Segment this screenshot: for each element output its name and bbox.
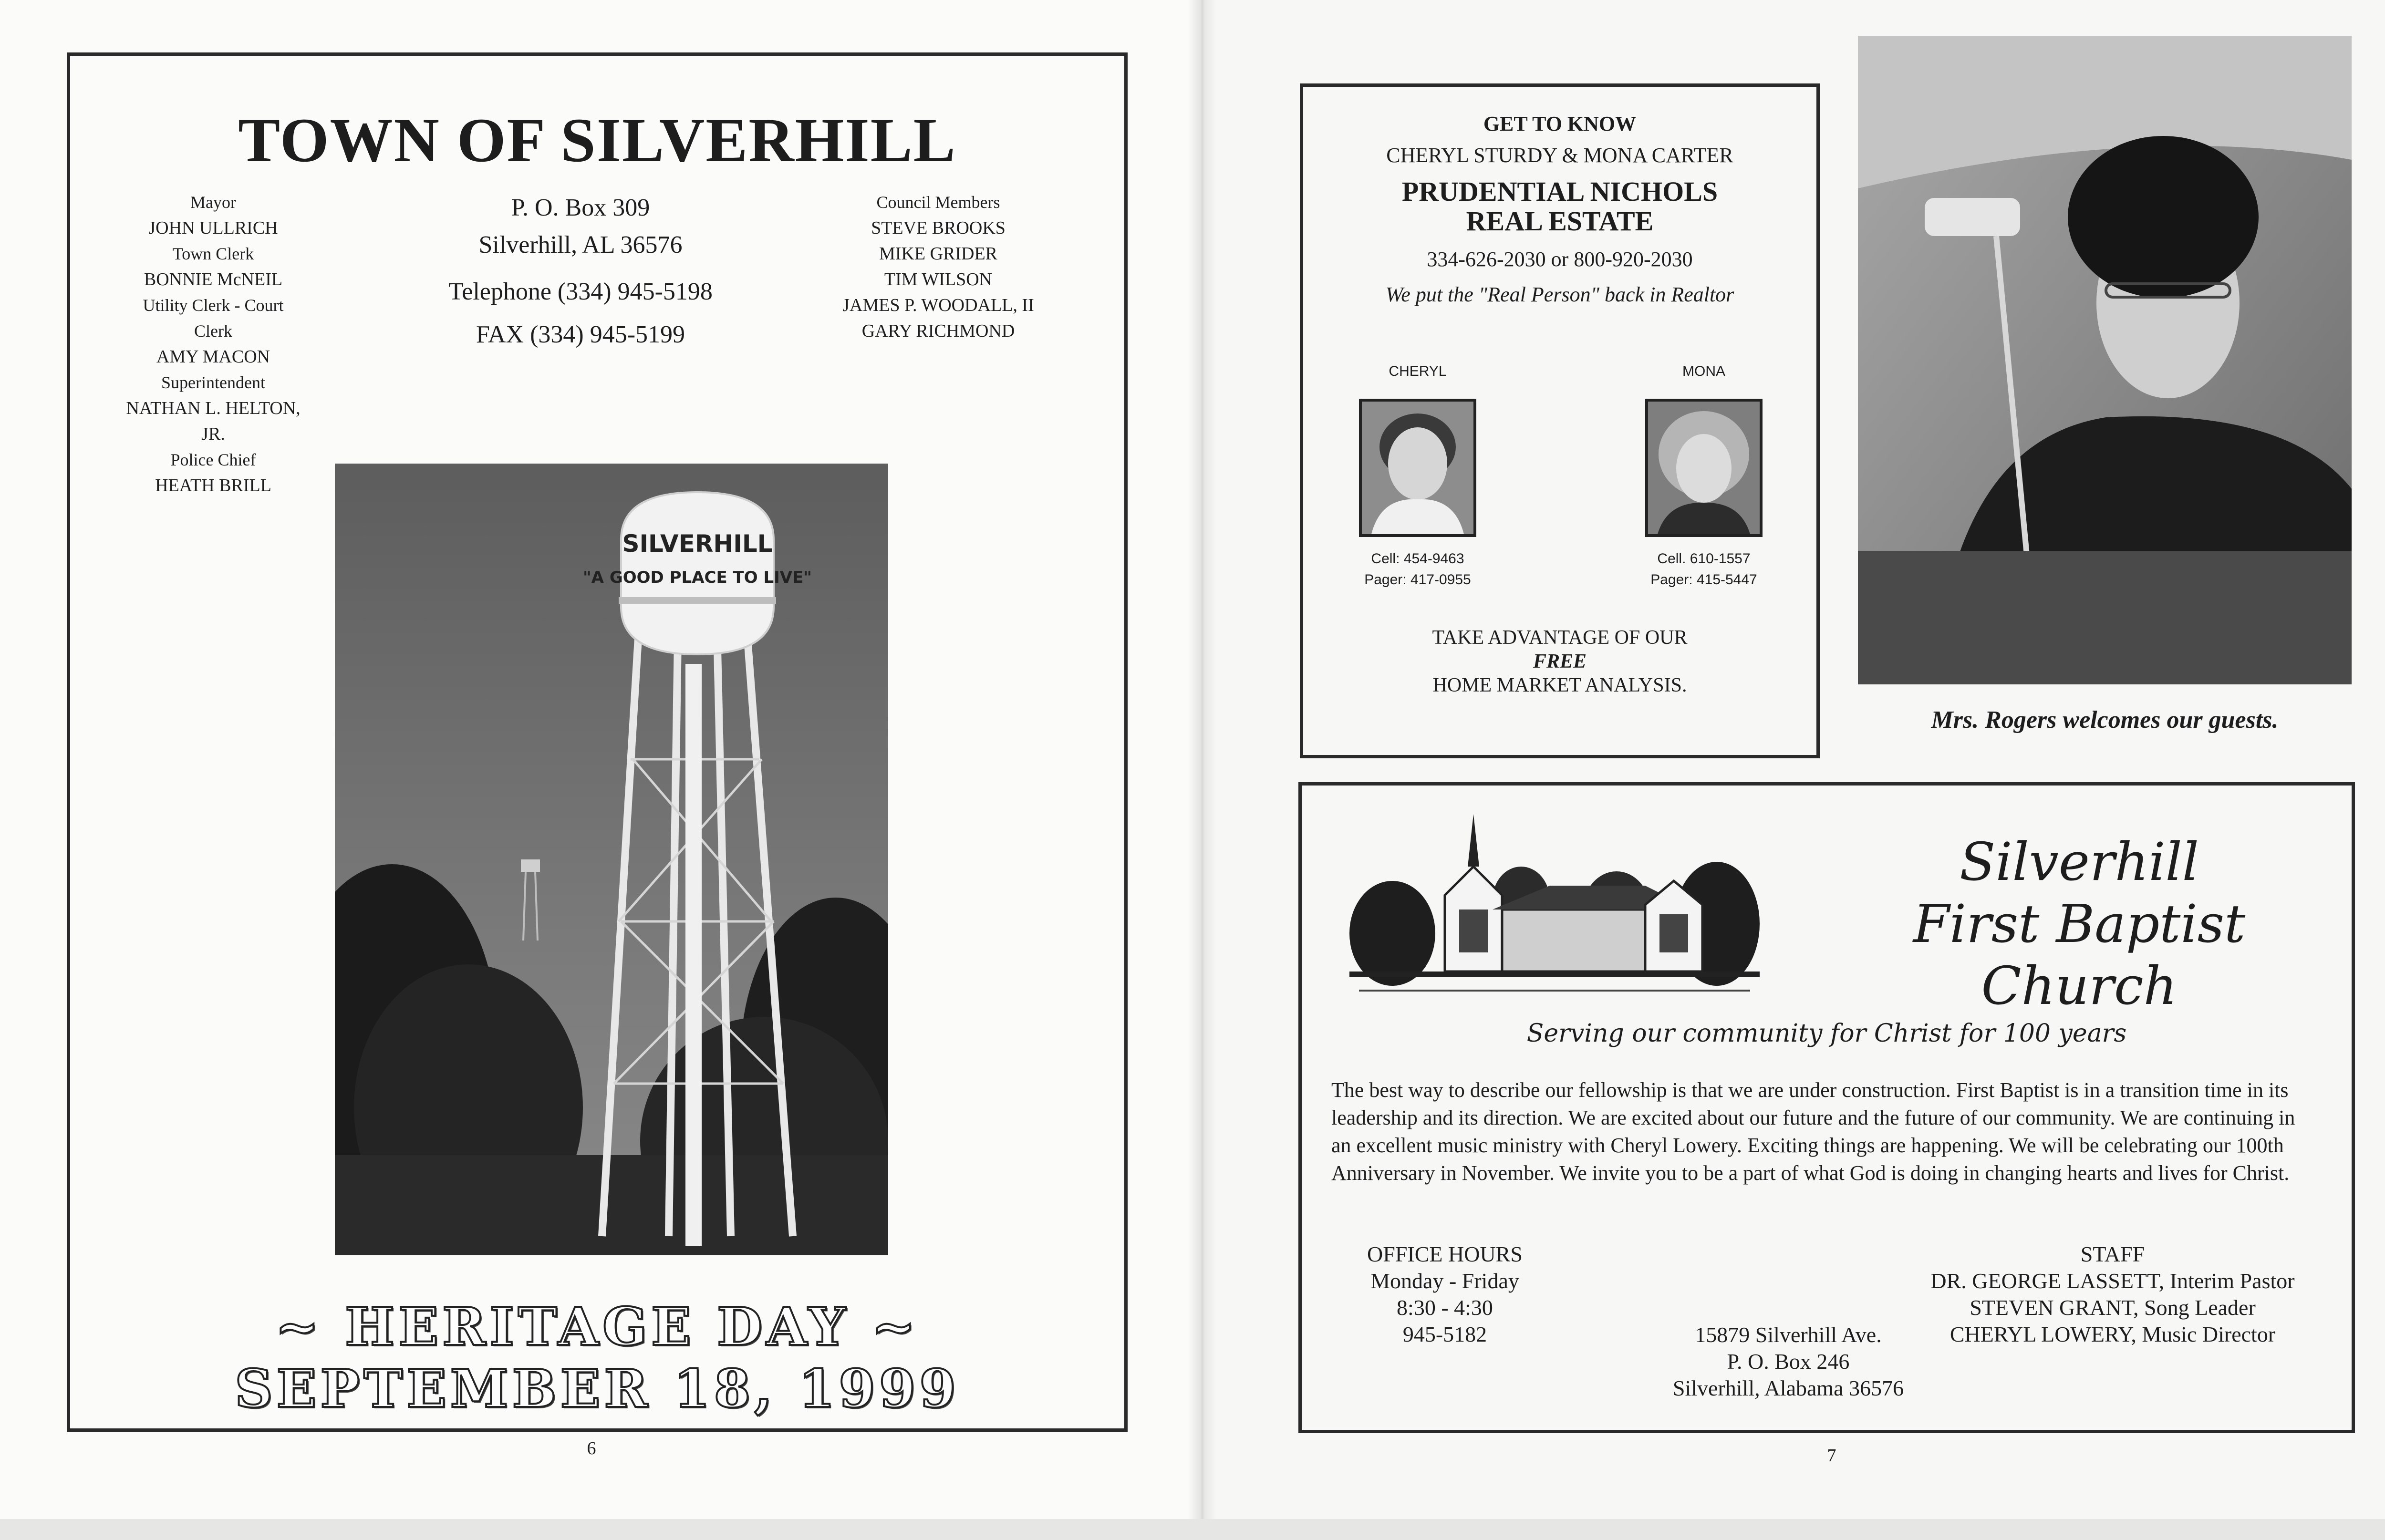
council-members-list <box>814 189 1062 344</box>
staff-member: STEVEN GRANT, Song Leader <box>1970 1295 2256 1320</box>
official-role: Town Clerk <box>172 244 254 263</box>
official-role: Utility Clerk - Court Clerk <box>143 296 284 341</box>
staff-member: CHERYL LOWERY, Music Director <box>1949 1322 2276 1346</box>
town-officials-list <box>123 189 304 498</box>
official-name: AMY MACON <box>156 347 270 367</box>
agent-label: CHERYL <box>1389 363 1447 379</box>
agent-mona-photo <box>1645 399 1763 537</box>
page-gutter <box>1188 0 1216 1540</box>
agent-cheryl-card <box>1356 363 1480 590</box>
tower-name-text: SILVERHILL <box>622 530 773 558</box>
realty-offer <box>1303 626 1816 697</box>
church-name-line-2: First Baptist Church <box>1913 893 2246 1016</box>
mrs-rogers-photo <box>1858 36 2352 684</box>
town-city: Silverhill, AL 36576 <box>478 231 683 258</box>
office-hours-time: 8:30 - 4:30 <box>1397 1295 1493 1320</box>
staff-member: DR. GEORGE LASSETT, Interim Pastor <box>1930 1269 2295 1293</box>
water-tower-illustration <box>335 464 888 1255</box>
tower-slogan-text: "A GOOD PLACE TO LIVE" <box>582 568 812 587</box>
heritage-day-banner <box>70 1296 1124 1420</box>
town-contact-info <box>437 189 724 353</box>
realty-phones: 334-626-2030 or 800-920-2030 <box>1427 248 1693 271</box>
town-fax: FAX (334) 945-5199 <box>476 321 685 348</box>
town-po-box: P. O. Box 309 <box>511 194 650 221</box>
official-name: BONNIE McNEIL <box>144 269 283 289</box>
page-number-left: 6 <box>587 1438 596 1458</box>
office-hours-block <box>1359 1241 1531 1348</box>
realty-ad-panel <box>1300 83 1820 758</box>
agent-pager: Pager: 415-5447 <box>1650 572 1757 588</box>
first-baptist-church-panel <box>1298 782 2355 1433</box>
official-role: Superintendent <box>161 373 265 392</box>
realty-tagline: We put the "Real Person" back in Realtor <box>1385 283 1734 306</box>
water-tower-photo <box>335 464 888 1255</box>
church-po-box: P. O. Box 246 <box>1727 1349 1850 1374</box>
town-telephone: Telephone (334) 945-5198 <box>448 278 713 305</box>
realty-agents-line: CHERYL STURDY & MONA CARTER <box>1386 144 1733 167</box>
realty-offer-free: FREE <box>1533 651 1587 672</box>
office-hours-heading: OFFICE HOURS <box>1367 1242 1523 1266</box>
council-member: JAMES P. WOODALL, II <box>842 295 1034 315</box>
church-building-icon <box>1349 814 1760 995</box>
heritage-line-1: ~ HERITAGE DAY ~ <box>275 1296 920 1357</box>
page-number-right: 7 <box>1827 1446 1836 1466</box>
agent-cell: Cell: 454-9463 <box>1371 551 1464 567</box>
official-name: NATHAN L. HELTON, JR. <box>126 398 301 444</box>
town-title: TOWN OF SILVERHILL <box>238 105 956 175</box>
church-name <box>1817 831 2342 1017</box>
official-role: Police Chief <box>170 450 256 469</box>
agent-cell: Cell. 610-1557 <box>1657 551 1751 567</box>
agent-pager: Pager: 417-0955 <box>1364 572 1471 588</box>
staff-heading: STAFF <box>2080 1242 2145 1266</box>
official-role: Mayor <box>190 193 236 212</box>
agent-mona-card <box>1642 363 1766 590</box>
realty-offer-line-1: TAKE ADVANTAGE OF OUR <box>1432 627 1688 649</box>
official-name: HEATH BRILL <box>155 475 271 496</box>
office-hours-days: Monday - Friday <box>1370 1269 1519 1293</box>
church-illustration <box>1349 814 1760 995</box>
church-street: 15879 Silverhill Ave. <box>1695 1323 1882 1347</box>
church-address-block <box>1655 1322 1922 1402</box>
agent-portrait <box>1648 402 1760 534</box>
realty-header <box>1303 108 1816 310</box>
church-motto: Serving our community for Christ for 100 years <box>1526 1019 2127 1048</box>
official-name: JOHN ULLRICH <box>148 218 278 238</box>
council-member: STEVE BROOKS <box>871 218 1006 238</box>
realty-get-to-know: GET TO KNOW <box>1483 112 1637 135</box>
heritage-line-2: SEPTEMBER 18, 1999 <box>235 1358 960 1419</box>
photo-caption: Mrs. Rogers welcomes our guests. <box>1931 706 2279 734</box>
town-of-silverhill-panel <box>67 52 1128 1432</box>
church-description: The best way to describe our fellowship is that we are under construction. First Baptist is in a transition time in its leadership and its direction. We are excited about our future and the future of our community. We are continuing in an excellent music ministry with Cheryl Lowery. Exciting things are happening. We will be celebrating our 100th Anniversary in November. We invite you to be a part of what God is doing in changing hearts and lives for Christ. <box>1331 1078 2295 1185</box>
office-hours-phone: 945-5182 <box>1402 1322 1487 1346</box>
council-member: TIM WILSON <box>884 269 993 289</box>
council-member: MIKE GRIDER <box>879 244 998 264</box>
church-city: Silverhill, Alabama 36576 <box>1672 1376 1904 1400</box>
agent-cheryl-photo <box>1359 399 1476 537</box>
council-heading: Council Members <box>876 193 1000 212</box>
agent-portrait <box>1362 402 1473 534</box>
church-name-line-1: Silverhill <box>1960 831 2199 892</box>
scan-background <box>0 1519 2385 1540</box>
council-member: GARY RICHMOND <box>861 321 1015 341</box>
speaker-illustration <box>1858 36 2352 684</box>
church-staff-block <box>1908 1241 2318 1348</box>
realty-company-line-2: REAL ESTATE <box>1466 206 1654 237</box>
realty-company-line-1: PRUDENTIAL NICHOLS <box>1401 176 1718 207</box>
agent-label: MONA <box>1682 363 1725 379</box>
realty-offer-line-2: HOME MARKET ANALYSIS. <box>1432 674 1687 696</box>
